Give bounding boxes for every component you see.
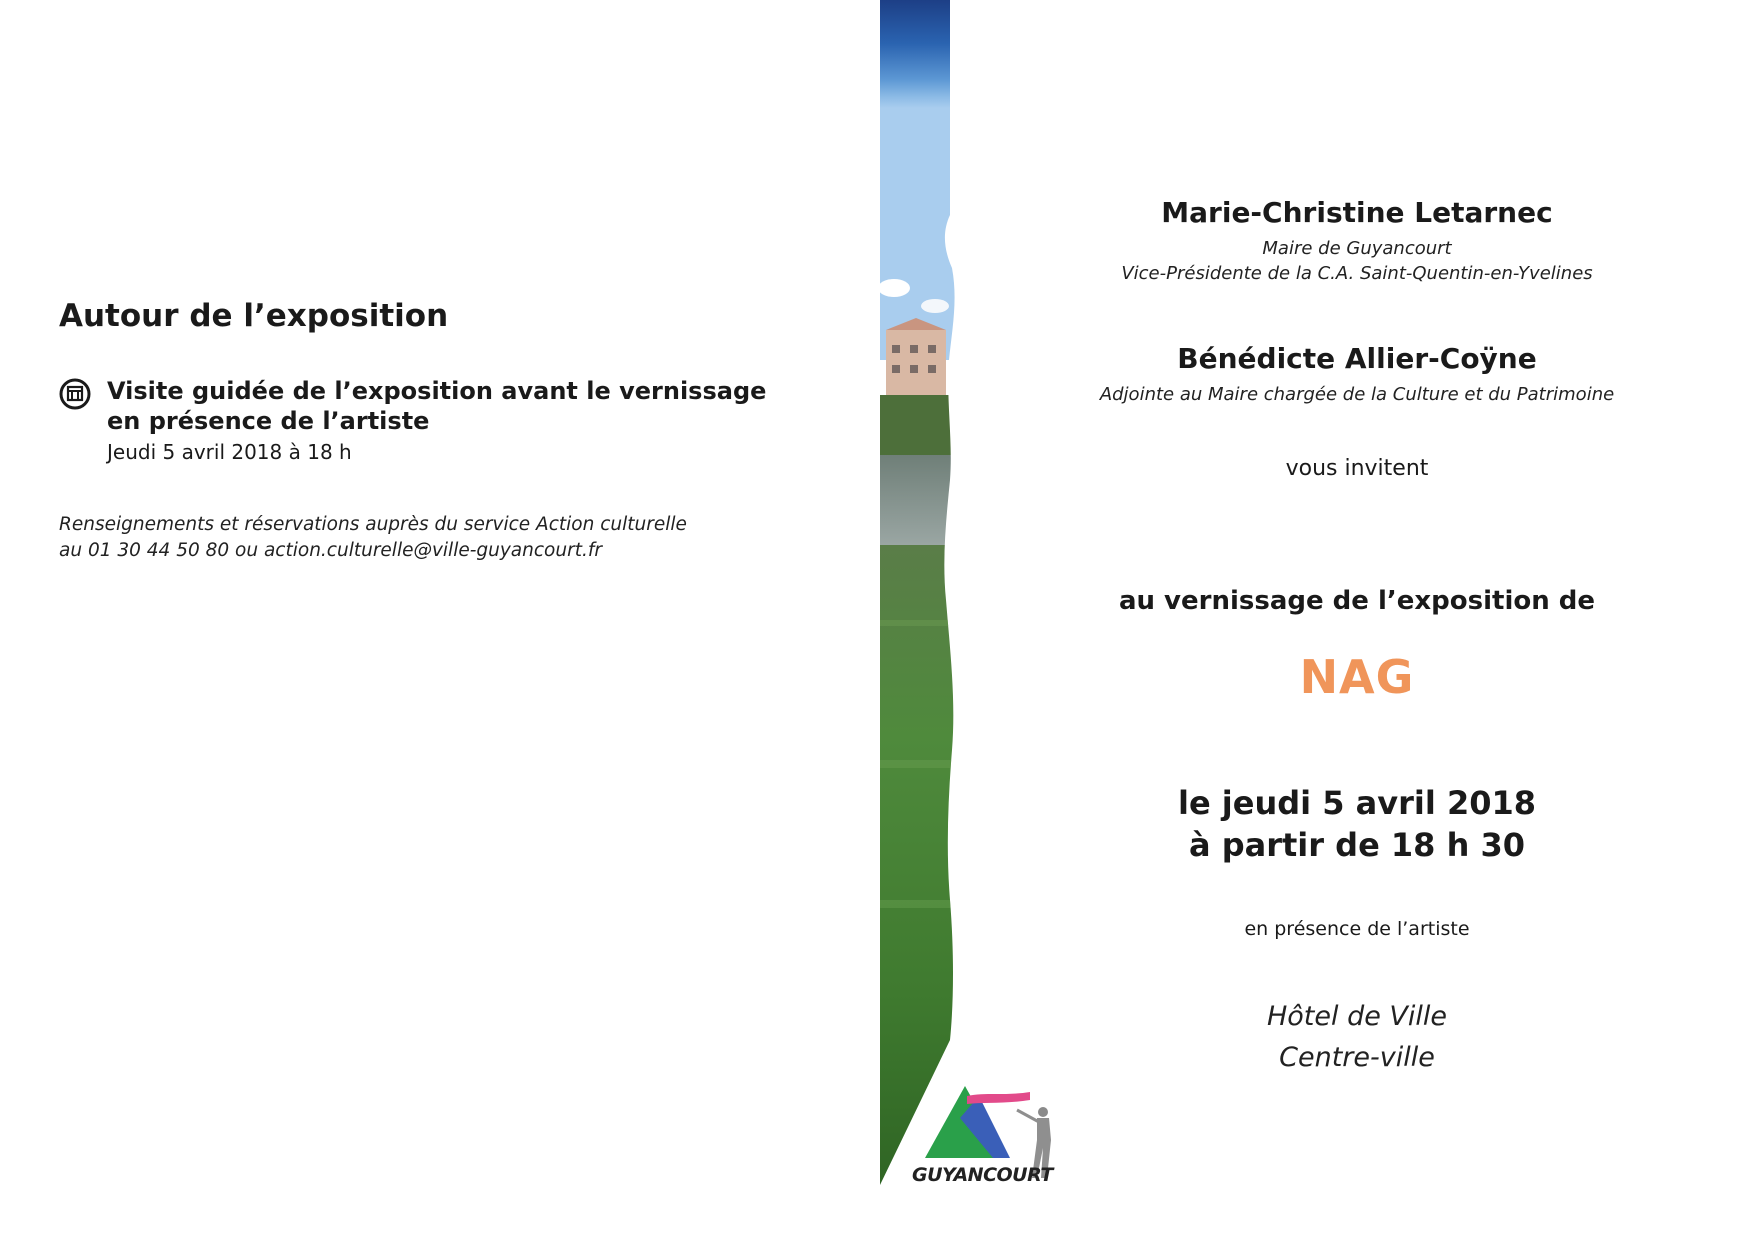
- host2-name: Bénédicte Allier-Coÿne: [1177, 342, 1537, 375]
- section-heading: Autour de l’exposition: [59, 298, 449, 334]
- guyancourt-logo-text: GUYANCOURT: [912, 1164, 1053, 1186]
- host1-role1: Maire de Guyancourt: [1262, 238, 1452, 259]
- landscape-photo-strip: [880, 0, 960, 1185]
- venue-line1: Hôtel de Ville: [1266, 1001, 1448, 1032]
- host1-name: Marie-Christine Letarnec: [1161, 196, 1553, 229]
- visit-date: Jeudi 5 avril 2018 à 18 h: [107, 440, 352, 464]
- vernissage-text: au vernissage de l’exposition de: [1118, 586, 1596, 616]
- host1-role2: Vice-Présidente de la C.A. Saint-Quentin-en-Yvelines: [1121, 263, 1593, 284]
- visit-title: [107, 376, 766, 436]
- event-date: le jeudi 5 avril 2018: [1177, 784, 1537, 822]
- artist-name: NAG: [1299, 650, 1415, 704]
- invite-text: vous invitent: [1285, 456, 1429, 481]
- visit-title-line2: en présence de l’artiste: [107, 407, 430, 435]
- event-time: à partir de 18 h 30: [1188, 826, 1526, 864]
- presence-text: en présence de l’artiste: [1244, 918, 1470, 940]
- host2-role: Adjointe au Maire chargée de la Culture et du Patrimoine: [1099, 384, 1615, 405]
- right-panel: [960, 0, 1754, 1241]
- guided-tour-icon: [59, 378, 91, 410]
- reservation-info: [59, 512, 687, 564]
- visit-title-line1: Visite guidée de l’exposition avant le vernissage: [107, 377, 767, 405]
- reservation-info-line2: au 01 30 44 50 80 ou action.culturelle@ville-guyancourt.fr: [59, 540, 602, 561]
- reservation-info-line1: Renseignements et réservations auprès du service Action culturelle: [59, 514, 687, 535]
- venue-line2: Centre-ville: [1279, 1042, 1435, 1073]
